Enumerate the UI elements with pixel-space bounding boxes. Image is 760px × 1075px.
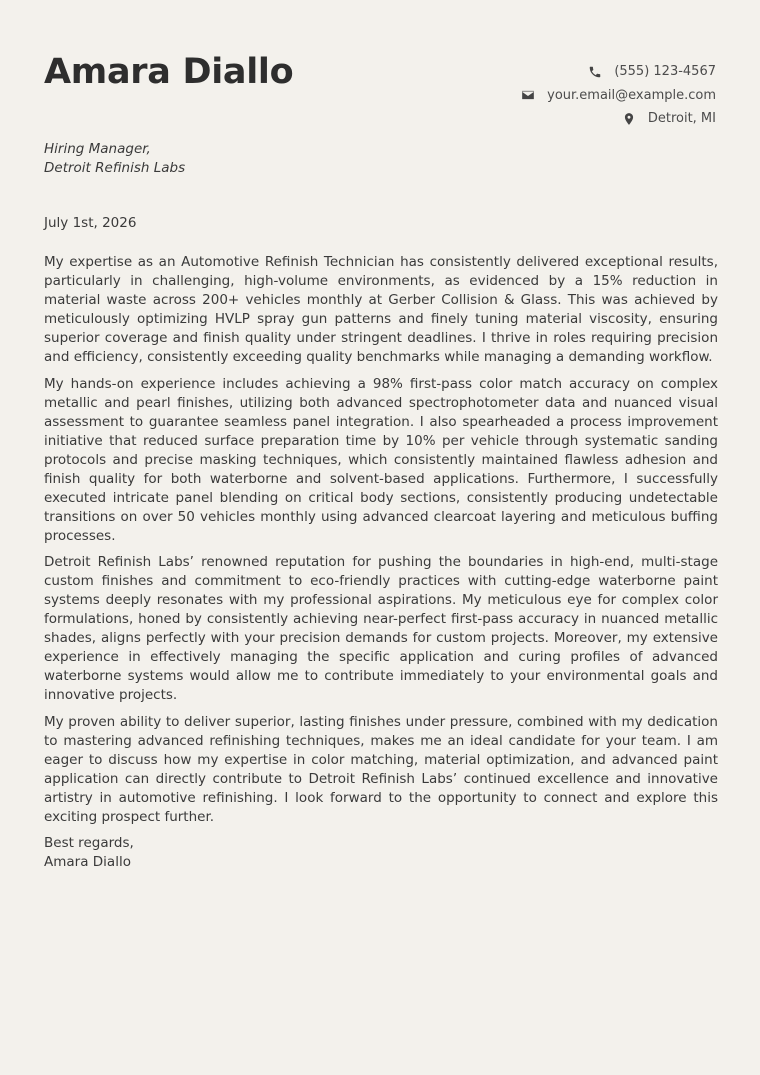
- phone-icon: [588, 65, 602, 79]
- recipient-title: Hiring Manager,: [44, 141, 151, 157]
- phone-text: (555) 123-4567: [614, 64, 716, 80]
- closing-block: [44, 834, 718, 872]
- contact-location: [521, 107, 716, 131]
- contact-phone: [521, 60, 716, 84]
- location-text: Detroit, MI: [647, 111, 716, 127]
- map-pin-icon: [622, 112, 636, 126]
- recipient-block: [44, 140, 185, 178]
- applicant-name: Amara Diallo: [44, 52, 294, 92]
- contact-email: [521, 84, 716, 108]
- body-paragraph-3: Detroit Refinish Labs’ renowned reputation for pushing the boundaries in high-end, multi-stage custom finishes and commitment to eco-friendly practices with cutting-edge waterborne paint systems deeply resonates with my professional aspirations. My meticulous eye for complex color formulations, honed by consistently achieving near-perfect first-pass accuracy in nuanced metallic shades, aligns perfectly with your precision demands for custom projects. Moreover, my extensive experience in effectively managing the specific application and curing profiles of advanced waterborne systems would allow me to contribute immediately to your environmental goals and innovative projects.: [44, 554, 718, 703]
- closing-signature: Amara Diallo: [44, 854, 131, 870]
- recipient-company: Detroit Refinish Labs: [44, 160, 186, 176]
- body-paragraph-2: My hands-on experience includes achieving a 98% first-pass color match accuracy on complex metallic and pearl finishes, utilizing both advanced spectrophotometer data and nuanced visual assessment to guarantee seamless panel integration. I also spearheaded a process improvement initiative that reduced surface preparation time by 10% per vehicle through systematic sanding protocols and precise masking techniques, which consistently maintained flawless adhesion and finish quality for both waterborne and solvent-based applications. Furthermore, I successfully executed intricate panel blending on critical body sections, consistently producing undetectable transitions on over 50 vehicles monthly using advanced clearcoat layering and meticulous buffing processes.: [44, 375, 718, 544]
- contact-info: [521, 60, 716, 131]
- letter-header: [44, 0, 716, 140]
- body-paragraph-1: My expertise as an Automotive Refinish Technician has consistently delivered exceptional results, particularly in challenging, high-volume environments, as evidenced by a 15% reduction in material waste across 200+ vehicles monthly at Gerber Collision & Glass. This was achieved by meticulously optimizing HVLP spray gun patterns and finely tuning material viscosity, ensuring superior coverage and finish quality under stringent deadlines. I thrive in roles requiring precision and efficiency, consistently exceeding quality benchmarks while managing a demanding workflow.: [44, 254, 718, 365]
- closing-salutation: Best regards,: [44, 835, 134, 851]
- envelope-icon: [521, 88, 535, 102]
- letter-body: [44, 253, 718, 872]
- body-paragraph-4: My proven ability to deliver superior, lasting finishes under pressure, combined with my dedication to mastering advanced refinishing techniques, makes me an ideal candidate for your team. I am eager to discuss how my expertise in color matching, material optimization, and advanced paint application can directly contribute to Detroit Refinish Labs’ continued excellence and innovative artistry in automotive refinishing. I look forward to the opportunity to connect and explore this exciting prospect further.: [44, 713, 718, 825]
- letter-date: July 1st, 2026: [44, 215, 137, 231]
- email-text: your.email@example.com: [547, 87, 716, 103]
